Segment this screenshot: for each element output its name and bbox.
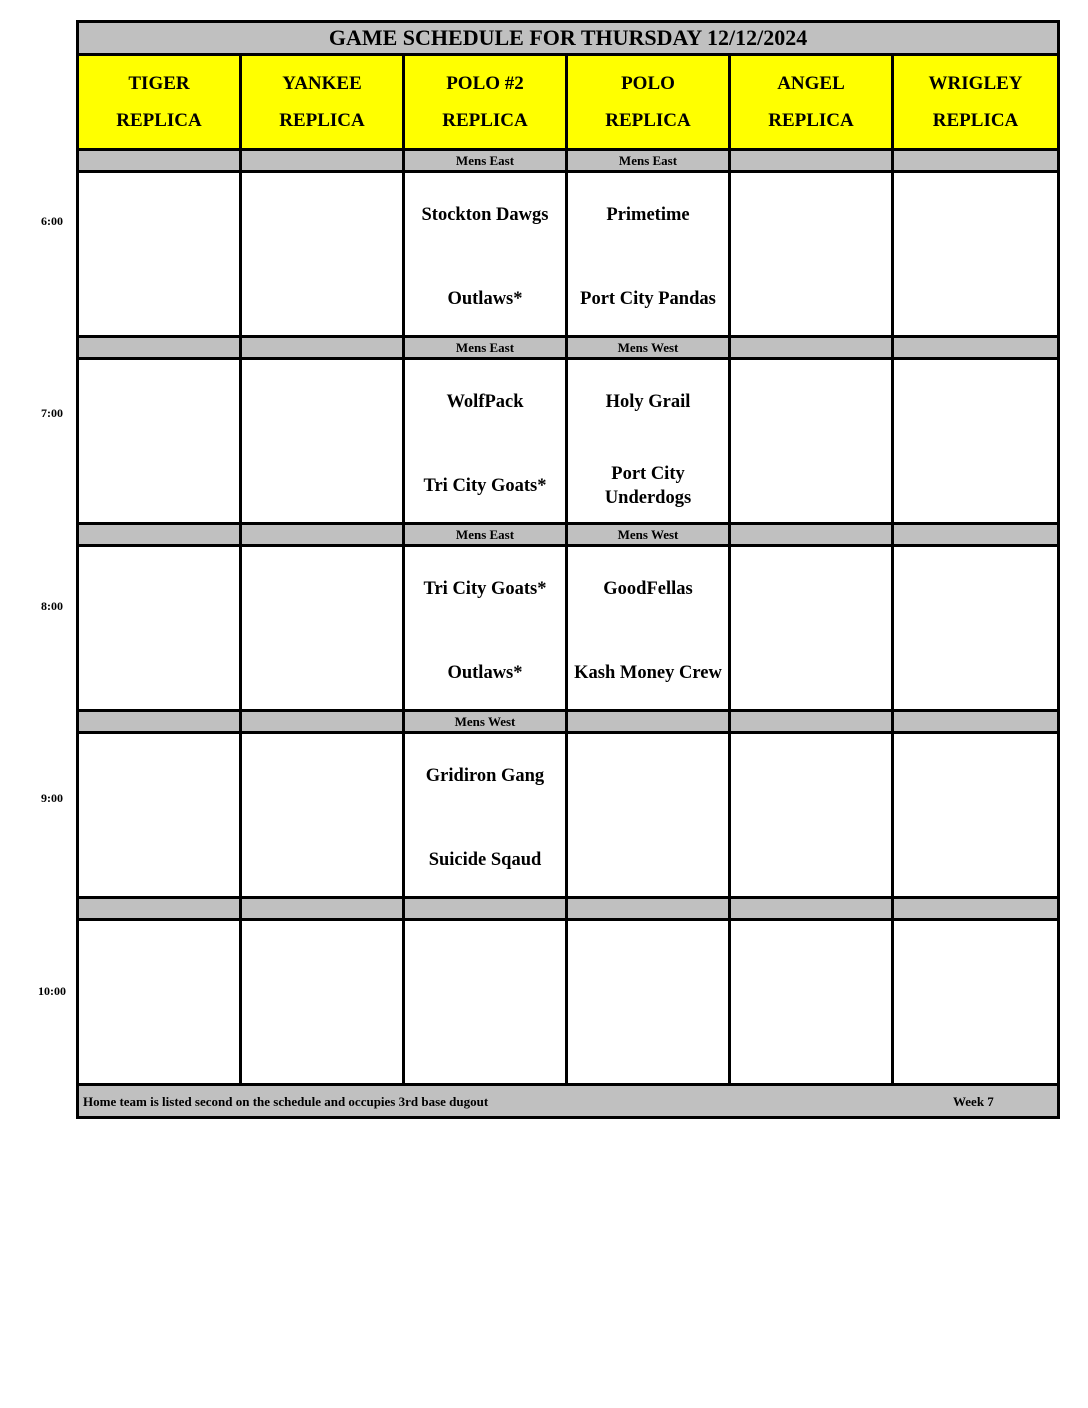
footer-bar	[78, 1085, 1059, 1118]
field-header-0	[78, 55, 241, 150]
home-team: Outlaws*	[447, 289, 523, 309]
division-row	[78, 524, 1059, 546]
division-label	[730, 524, 893, 546]
division-label	[241, 711, 404, 733]
division-label	[241, 337, 404, 359]
game-cell	[404, 546, 567, 711]
home-team: Suicide Sqaud	[428, 850, 542, 870]
division-label	[893, 524, 1059, 546]
week-label: Week 7	[953, 1094, 994, 1109]
division-label	[730, 711, 893, 733]
division-label: Mens East	[404, 150, 567, 172]
division-label	[893, 898, 1059, 920]
game-cell	[567, 359, 730, 524]
division-label	[241, 150, 404, 172]
away-team: GoodFellas	[603, 579, 693, 599]
game-cell	[404, 359, 567, 524]
home-team: Kash Money Crew	[574, 663, 722, 683]
division-label: Mens West	[567, 524, 730, 546]
field-name: TIGER	[128, 73, 190, 94]
away-team: Primetime	[606, 205, 690, 225]
field-header-3	[567, 55, 730, 150]
game-row	[78, 359, 1059, 524]
away-team: Stockton Dawgs	[421, 205, 549, 225]
game-cell	[567, 920, 730, 1085]
division-label	[893, 337, 1059, 359]
division-label	[241, 524, 404, 546]
game-cell	[893, 733, 1059, 898]
division-label	[78, 524, 241, 546]
home-team: Outlaws*	[447, 663, 523, 683]
game-cell	[893, 359, 1059, 524]
game-cell	[893, 172, 1059, 337]
away-team: Holy Grail	[605, 392, 691, 412]
division-label	[78, 337, 241, 359]
game-cell	[78, 920, 241, 1085]
game-cell	[404, 733, 567, 898]
field-name: WRIGLEY	[928, 73, 1023, 94]
game-cell	[241, 359, 404, 524]
division-label	[567, 711, 730, 733]
division-label: Mens East	[567, 150, 730, 172]
away-team: Tri City Goats*	[423, 579, 547, 599]
game-cell	[78, 546, 241, 711]
field-subtitle: REPLICA	[116, 110, 202, 131]
game-cell	[78, 359, 241, 524]
division-label: Mens West	[404, 711, 567, 733]
game-cell	[730, 546, 893, 711]
division-row	[78, 150, 1059, 172]
game-cell	[78, 172, 241, 337]
time-label-7: 7:00	[41, 406, 63, 420]
field-name: YANKEE	[282, 73, 362, 94]
field-subtitle: REPLICA	[442, 110, 528, 131]
time-label-9: 9:00	[41, 791, 63, 805]
game-cell	[404, 172, 567, 337]
division-label	[78, 711, 241, 733]
time-label-8: 8:00	[41, 599, 63, 613]
game-row	[78, 733, 1059, 898]
game-cell	[241, 733, 404, 898]
footer-note: Home team is listed second on the schedule and occupies 3rd base dugout	[83, 1094, 489, 1109]
division-label	[730, 337, 893, 359]
game-cell	[567, 733, 730, 898]
game-cell	[730, 733, 893, 898]
away-team: WolfPack	[446, 392, 524, 412]
division-label: Mens East	[404, 337, 567, 359]
game-cell	[730, 920, 893, 1085]
away-team: Gridiron Gang	[425, 766, 545, 786]
game-row	[78, 172, 1059, 337]
game-cell	[567, 172, 730, 337]
division-label	[893, 150, 1059, 172]
game-cell	[893, 920, 1059, 1085]
division-label	[730, 150, 893, 172]
division-label	[78, 150, 241, 172]
field-header-4	[730, 55, 893, 150]
game-cell	[404, 920, 567, 1085]
game-cell	[241, 920, 404, 1085]
schedule-title: GAME SCHEDULE FOR THURSDAY 12/12/2024	[78, 22, 1059, 55]
division-label	[404, 898, 567, 920]
field-header-5	[893, 55, 1059, 150]
game-cell	[78, 733, 241, 898]
division-row	[78, 711, 1059, 733]
game-row	[78, 546, 1059, 711]
time-label-10: 10:00	[38, 984, 66, 998]
game-row	[78, 920, 1059, 1085]
division-label	[730, 898, 893, 920]
division-label: Mens West	[567, 337, 730, 359]
division-label	[567, 898, 730, 920]
game-cell	[241, 546, 404, 711]
division-label	[241, 898, 404, 920]
game-cell	[241, 172, 404, 337]
home-team: Tri City Goats*	[423, 476, 547, 496]
field-subtitle: REPLICA	[279, 110, 365, 131]
game-cell	[730, 359, 893, 524]
home-team: Port City Underdogs	[604, 464, 692, 508]
field-subtitle: REPLICA	[768, 110, 854, 131]
home-team: Port City Pandas	[580, 289, 716, 309]
field-subtitle: REPLICA	[932, 110, 1019, 131]
game-cell	[893, 546, 1059, 711]
field-header-1	[241, 55, 404, 150]
time-label-6: 6:00	[41, 214, 63, 228]
division-label	[893, 711, 1059, 733]
division-row	[78, 337, 1059, 359]
field-header-2	[404, 55, 567, 150]
field-name: ANGEL	[777, 73, 845, 94]
division-label	[78, 898, 241, 920]
field-name: POLO	[621, 73, 675, 94]
field-name: POLO #2	[446, 73, 524, 94]
division-label: Mens East	[404, 524, 567, 546]
game-cell	[730, 172, 893, 337]
game-cell	[567, 546, 730, 711]
field-subtitle: REPLICA	[605, 110, 691, 131]
schedule-table	[76, 20, 1060, 1119]
division-row	[78, 898, 1059, 920]
